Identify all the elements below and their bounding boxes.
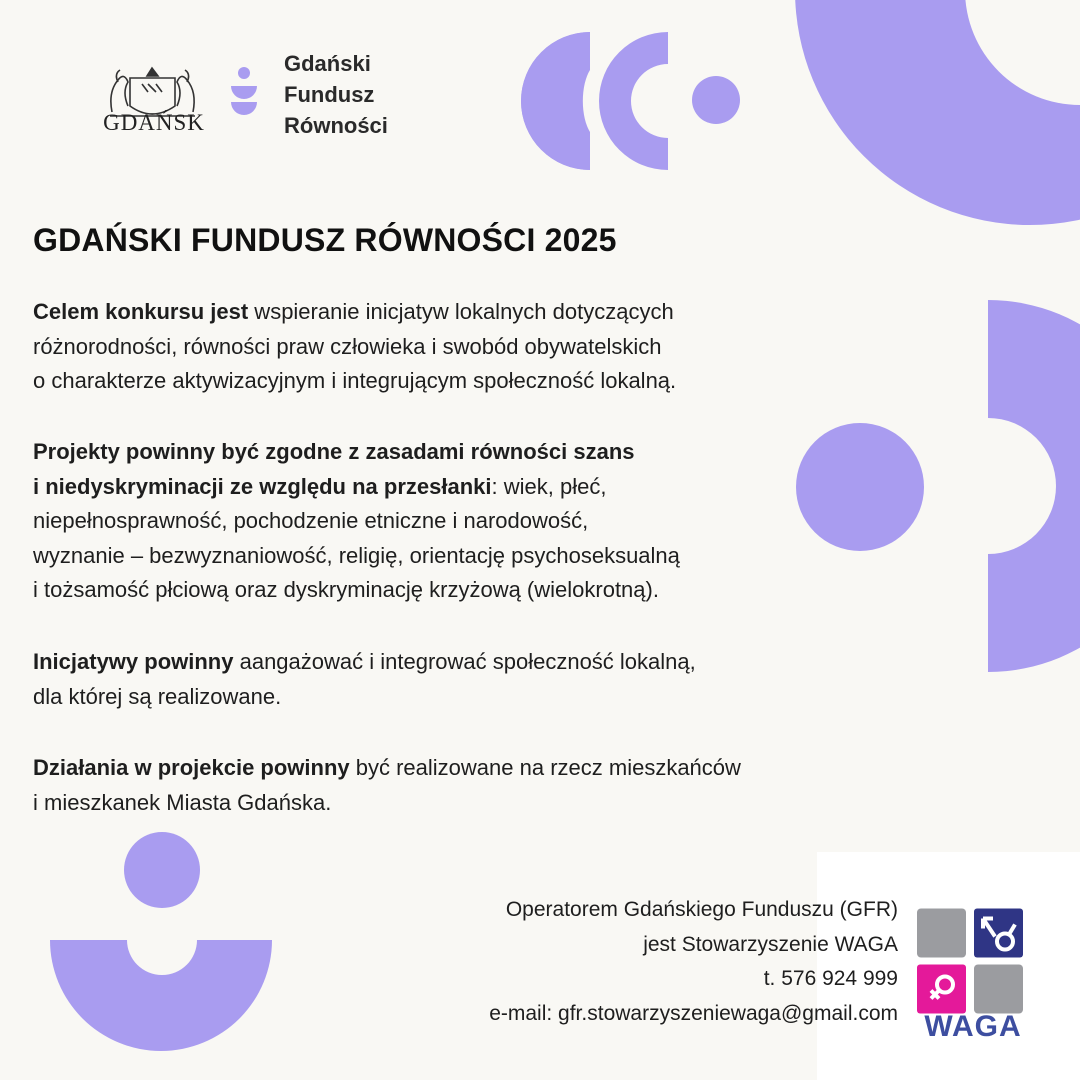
paragraph-bold: Inicjatywy powinny [33,649,234,674]
contact-operator: Operatorem Gdańskiego Funduszu (GFR) [505,898,898,921]
paragraph-line [33,751,993,786]
bottom-left-circle [124,832,200,908]
paragraph-text: : wiek, płeć, [491,473,607,499]
paragraph-line [33,435,993,470]
paragraph-line: i tożsamość płciową oraz dyskryminację krzyżową (wielokrotną). [33,577,659,602]
paragraph-actions [33,751,993,820]
small-circle-top [692,76,740,124]
paragraph-line [33,645,993,680]
contact-phone: t. 576 924 999 [763,967,898,990]
fund-name-line: Gdański [284,51,371,76]
paragraph-text: być realizowane na rzecz mieszkańców [349,755,741,780]
gdansk-wordmark: GDAŃSK [103,110,205,135]
paragraph-bold: i niedyskryminacji ze względu na przesłanki [33,473,492,499]
paragraph-initiatives [33,645,993,714]
paragraph-text: aangażować i integrować społeczność lokalną, [233,649,696,674]
gfr-logo-icon [228,66,260,118]
paragraph-text: wspieranie inicjatyw lokalnych dotyczących [248,299,674,324]
paragraph-line [33,295,993,330]
contact-info [489,893,898,1031]
paragraph-bold: Projekty powinny być zgodne z zasadami równości szans [33,439,635,464]
arc-shape-right [599,32,668,170]
paragraph-line: różnorodności, równości praw człowieka i swobód obywatelskich [33,333,662,359]
paragraph-line: o charakterze aktywizacyjnym i integrującym społeczność lokalną. [33,368,677,393]
fund-name [284,48,388,141]
paragraph-bold: Działania w projekcie powinny [33,755,350,780]
paragraph-line: wyznanie – bezwyznaniowość, religię, orientację psychoseksualną [33,542,680,568]
fund-name-line: Równości [284,113,388,138]
paragraph-line: i mieszkanek Miasta Gdańska. [33,789,332,815]
contact-email[interactable]: e-mail: gfr.stowarzyszeniewaga@gmail.com [489,1001,898,1025]
paragraph-bold: Celem konkursu jest [33,299,249,324]
contact-association: jest Stowarzyszenie WAGA [643,932,898,956]
paragraph-line: niepełnosprawność, pochodzenie etniczne i narodowość, [33,508,589,533]
waga-wordmark: WAGA [924,1010,1022,1043]
page-title: GDAŃSKI FUNDUSZ RÓWNOŚCI 2025 [33,222,617,258]
paragraph-line: dla której są realizowane. [33,683,282,709]
fund-name-line: Fundusz [284,82,375,107]
paragraph-goal [33,295,993,399]
paragraph-line [33,470,993,505]
paragraph-projects [33,435,993,608]
